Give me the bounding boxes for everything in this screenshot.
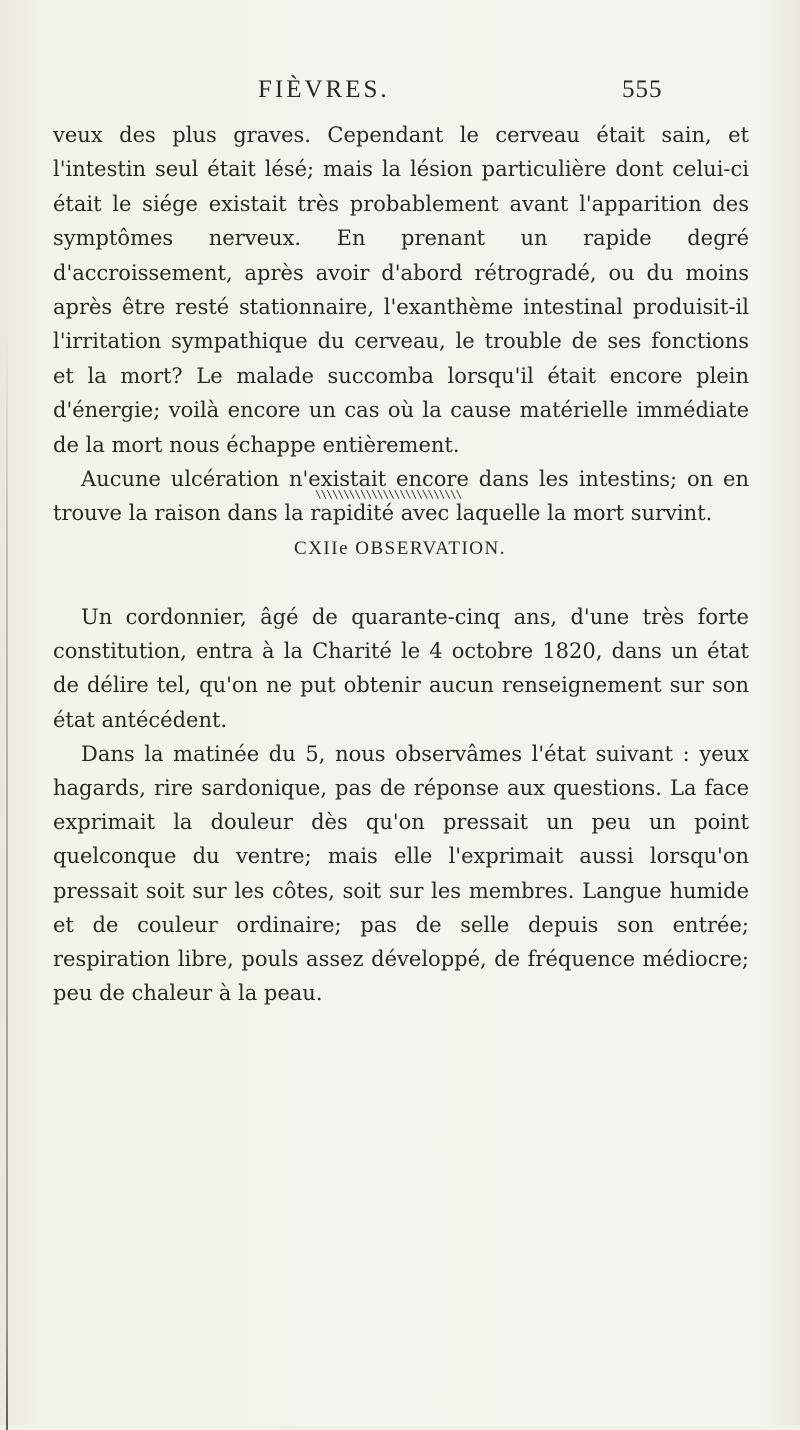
page-number: 555 bbox=[622, 76, 663, 103]
section-divider-ornament: \\\\\\\\\\\\\\\\\\\\\\\\\\ bbox=[315, 490, 462, 500]
running-title: FIÈVRES. bbox=[258, 76, 390, 103]
page-gutter-shadow bbox=[6, 330, 8, 1430]
observation-heading: CXIIe OBSERVATION. bbox=[294, 538, 506, 559]
body-text-bottom bbox=[53, 600, 749, 1010]
paragraph: Dans la matinée du 5, nous observâmes l'état suivant : yeux hagards, rire sardonique, pas de réponse aux questions. La face exprimait la douleur dès qu'on pressait un peu un point quelconque du ventre; mais elle l'exprimait aussi lorsqu'on pressait soit sur les côtes, soit sur les membres. Langue humide et de couleur ordinaire; pas de selle depuis son entrée; respiration libre, pouls assez développé, de fréquence médiocre; peu de chaleur à la peau. bbox=[53, 741, 749, 1006]
paragraph: Un cordonnier, âgé de quarante-cinq ans, d'une très forte constitution, entra à la Charité le 4 octobre 1820, dans un état de délire tel, qu'on ne put obtenir aucun renseignement sur son état antécédent. bbox=[53, 605, 749, 732]
page-header bbox=[0, 76, 800, 110]
body-text-top bbox=[53, 118, 749, 531]
paragraph: Aucune ulcération n'existait encore dans les intestins; on en trouve la raison dans la rapidité avec laquelle la mort survint. bbox=[53, 467, 749, 526]
paragraph: veux des plus graves. Cependant le cerveau était sain, et l'intestin seul était lésé; mais la lésion particulière dont celui-ci était le siége existait très probablement avant l'apparition des symptômes nerveux. En prenant un rapide degré d'accroissement, après avoir d'abord rétrogradé, ou du moins après être resté stationnaire, l'exanthème intestinal produisit-il l'irritation sympathique du cerveau, le trouble de ses fonctions et la mort? Le malade succomba lorsqu'il était encore plein d'énergie; voilà encore un cas où la cause matérielle immédiate de la mort nous échappe entièrement. bbox=[53, 123, 749, 457]
